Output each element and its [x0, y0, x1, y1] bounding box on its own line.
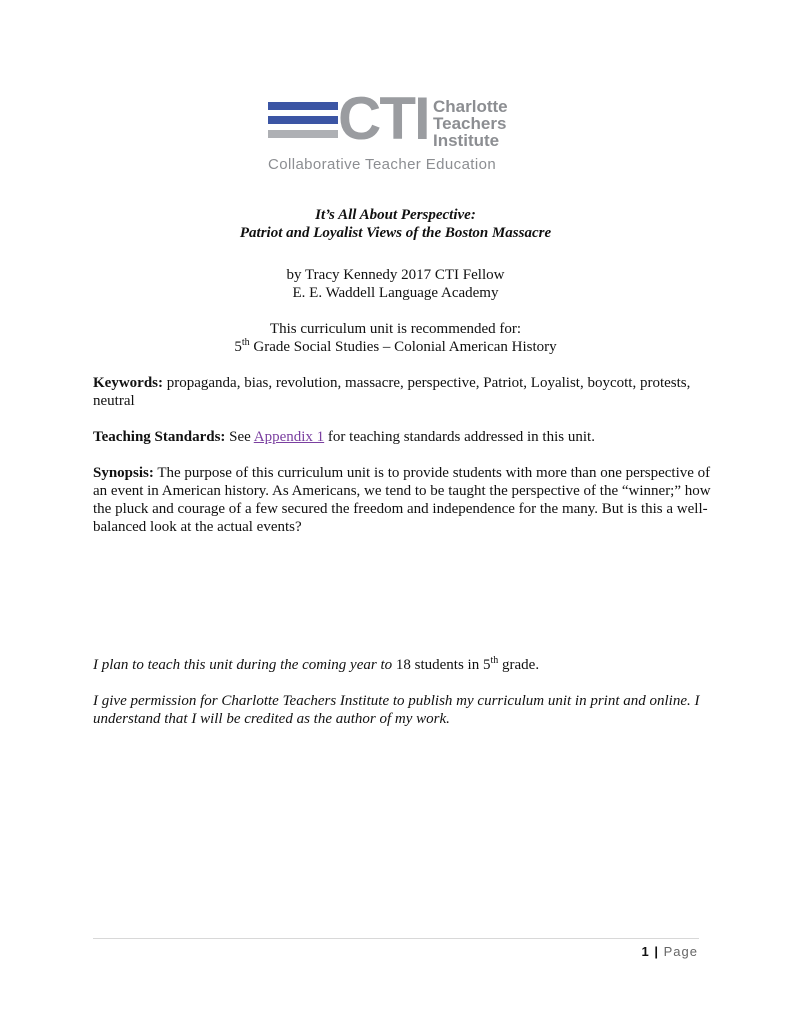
logo-bar: [268, 102, 338, 110]
synopsis-text: The purpose of this curriculum unit is to provide students with more than one perspective of an event in American history. As Americans, we tend to be taught the perspective of the “winner;” how the pluck and courage of a few secured the freedom and independence for the many. But is this a well-balanced look at the actual events?: [93, 465, 711, 535]
author-line: by Tracy Kennedy 2017 CTI Fellow: [286, 267, 505, 283]
recommendation-line: This curriculum unit is recommended for:: [269, 321, 522, 337]
grade-number: 5: [234, 339, 242, 355]
logo-bar: [268, 116, 338, 124]
keywords-text: propaganda, bias, revolution, massacre, perspective, Patriot, Loyalist, boycott, protests, neutral: [93, 375, 691, 409]
standards-pre: See: [225, 429, 254, 445]
logo-name-line: Charlotte: [433, 97, 508, 116]
cti-logo: [268, 85, 538, 178]
grade-superscript: th: [241, 337, 250, 348]
logo-bars: [268, 102, 338, 144]
plan-count: 18 students in 5: [392, 657, 491, 673]
logo-name-line: Institute: [433, 131, 500, 150]
synopsis-label: Synopsis:: [93, 465, 154, 481]
logo-name-line: Teachers: [433, 114, 507, 133]
plan-superscript: th: [490, 655, 499, 666]
page-label: Page: [663, 944, 698, 959]
permission-paragraph: I give permission for Charlotte Teachers Institute to publish my curriculum unit in print and online. I understand that I will be credited as the author of my work.: [93, 693, 700, 727]
keywords-label: Keywords:: [93, 375, 163, 391]
page-number: [642, 944, 699, 959]
logo-abbr: CTI: [338, 85, 429, 152]
title-line-2: Patriot and Loyalist Views of the Boston Massacre: [239, 225, 552, 241]
standards-paragraph: [93, 428, 713, 446]
logo-name: [433, 98, 508, 149]
plan-paragraph: [93, 656, 713, 674]
title-line-1: It’s All About Perspective:: [315, 207, 476, 223]
grade-line: [0, 338, 791, 356]
keywords-paragraph: [93, 374, 713, 410]
recommendation-block: [0, 320, 791, 356]
footer-divider: [93, 938, 699, 939]
synopsis-paragraph: [93, 464, 713, 536]
author-block: [0, 266, 791, 302]
grade-subject: Grade Social Studies – Colonial American History: [249, 339, 557, 355]
logo-bar: [268, 130, 338, 138]
standards-post: for teaching standards addressed in this unit.: [324, 429, 595, 445]
page-separator: |: [654, 944, 659, 959]
page-number-value: 1: [641, 944, 650, 959]
plan-rest: grade.: [498, 657, 540, 673]
plan-italic: I plan to teach this unit during the coming year to: [93, 657, 393, 673]
standards-label: Teaching Standards:: [93, 429, 226, 445]
logo-tagline: Collaborative Teacher Education: [268, 156, 497, 173]
document-title: [0, 206, 791, 242]
school-line: E. E. Waddell Language Academy: [292, 285, 499, 301]
appendix-link[interactable]: Appendix 1: [253, 429, 325, 445]
